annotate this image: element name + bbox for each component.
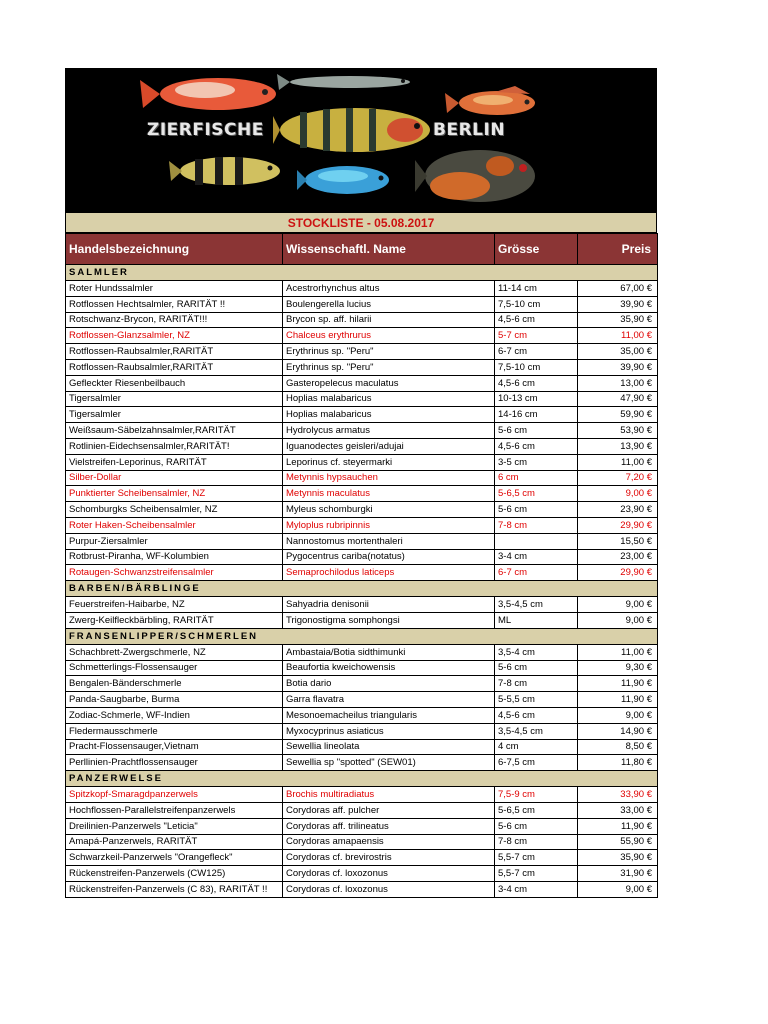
cell-scientific: Leporinus cf. steyermarki xyxy=(283,454,495,470)
cell-price: 29,90 € xyxy=(578,565,658,581)
table-row xyxy=(66,517,658,533)
cell-size: 5-6 cm xyxy=(495,423,578,439)
table-row xyxy=(66,676,658,692)
cell-price: 29,90 € xyxy=(578,517,658,533)
category-row xyxy=(66,581,658,597)
cell-price: 39,90 € xyxy=(578,359,658,375)
cell-scientific: Myxocyprinus asiaticus xyxy=(283,723,495,739)
table-row xyxy=(66,612,658,628)
cell-price: 23,00 € xyxy=(578,549,658,565)
table-row xyxy=(66,423,658,439)
table-row xyxy=(66,312,658,328)
cell-size: 3-5 cm xyxy=(495,454,578,470)
cell-price: 14,90 € xyxy=(578,723,658,739)
fish-illustrations xyxy=(65,68,657,213)
stocklist-title: STOCKLISTE - 05.08.2017 xyxy=(65,213,657,233)
category-row xyxy=(66,265,658,281)
cell-size: 5,5-7 cm xyxy=(495,850,578,866)
fish-icon xyxy=(297,166,389,194)
cell-price: 35,90 € xyxy=(578,312,658,328)
table-row xyxy=(66,375,658,391)
table-row xyxy=(66,296,658,312)
cell-size: 5-5,5 cm xyxy=(495,692,578,708)
cell-price: 13,90 € xyxy=(578,438,658,454)
table-row xyxy=(66,881,658,897)
cell-price: 39,90 € xyxy=(578,296,658,312)
cell-size: 3,5-4,5 cm xyxy=(495,723,578,739)
cell-name: Tigersalmler xyxy=(66,391,283,407)
cell-size: 10-13 cm xyxy=(495,391,578,407)
cell-name: Schachbrett-Zwergschmerle, NZ xyxy=(66,644,283,660)
cell-size: 14-16 cm xyxy=(495,407,578,423)
table-header-row xyxy=(66,234,658,265)
cell-price: 9,00 € xyxy=(578,597,658,613)
cell-size: 4,5-6 cm xyxy=(495,312,578,328)
table-row xyxy=(66,407,658,423)
cell-price: 15,50 € xyxy=(578,533,658,549)
cell-scientific: Trigonostigma somphongsi xyxy=(283,612,495,628)
cell-scientific: Metynnis maculatus xyxy=(283,486,495,502)
cell-price: 35,00 € xyxy=(578,344,658,360)
cell-size: ML xyxy=(495,612,578,628)
cell-size: 6-7,5 cm xyxy=(495,755,578,771)
cell-size: 6-7 cm xyxy=(495,565,578,581)
cell-size: 5-6,5 cm xyxy=(495,802,578,818)
fish-icon xyxy=(415,150,535,202)
cell-name: Punktierter Scheibensalmler, NZ xyxy=(66,486,283,502)
cell-price: 55,90 € xyxy=(578,834,658,850)
cell-scientific: Sahyadria denisonii xyxy=(283,597,495,613)
cell-name: Bengalen-Bänderschmerle xyxy=(66,676,283,692)
cell-size: 7-8 cm xyxy=(495,676,578,692)
cell-scientific: Acestrorhynchus altus xyxy=(283,281,495,297)
cell-size: 5-7 cm xyxy=(495,328,578,344)
table-row xyxy=(66,818,658,834)
cell-size: 3,5-4,5 cm xyxy=(495,597,578,613)
table-row xyxy=(66,549,658,565)
cell-price: 59,90 € xyxy=(578,407,658,423)
cell-scientific: Pygocentrus cariba(notatus) xyxy=(283,549,495,565)
table-row xyxy=(66,644,658,660)
cell-size: 4,5-6 cm xyxy=(495,438,578,454)
cell-scientific: Semaprochilodus laticeps xyxy=(283,565,495,581)
cell-size: 7,5-10 cm xyxy=(495,359,578,375)
cell-size: 5-6 cm xyxy=(495,660,578,676)
category-label: FRANSENLIPPER/SCHMERLEN xyxy=(66,628,658,644)
cell-size: 6 cm xyxy=(495,470,578,486)
cell-scientific: Botia dario xyxy=(283,676,495,692)
cell-name: Schwarzkeil-Panzerwels "Orangefleck" xyxy=(66,850,283,866)
cell-name: Rotaugen-Schwanzstreifensalmler xyxy=(66,565,283,581)
fish-icon xyxy=(140,78,276,110)
cell-price: 33,00 € xyxy=(578,802,658,818)
cell-size: 4,5-6 cm xyxy=(495,707,578,723)
table-row xyxy=(66,802,658,818)
cell-name: Rotflossen-Glanzsalmler, NZ xyxy=(66,328,283,344)
stock-table xyxy=(65,233,658,898)
cell-scientific: Garra flavatra xyxy=(283,692,495,708)
cell-scientific: Hoplias malabaricus xyxy=(283,391,495,407)
fish-icon xyxy=(273,108,430,152)
cell-scientific: Sewellia lineolata xyxy=(283,739,495,755)
table-row xyxy=(66,755,658,771)
cell-name: Rotflossen Hechtsalmler, RARITÄT !! xyxy=(66,296,283,312)
cell-name: Roter Hundssalmler xyxy=(66,281,283,297)
cell-size: 7-8 cm xyxy=(495,834,578,850)
cell-size: 7,5-10 cm xyxy=(495,296,578,312)
cell-scientific: Erythrinus sp. "Peru" xyxy=(283,344,495,360)
cell-scientific: Metynnis hypsauchen xyxy=(283,470,495,486)
table-row xyxy=(66,502,658,518)
cell-size: 7,5-9 cm xyxy=(495,787,578,803)
table-row xyxy=(66,470,658,486)
cell-name: Pracht-Flossensauger,Vietnam xyxy=(66,739,283,755)
cell-name: Weißsaum-Säbelzahnsalmler,RARITÄT xyxy=(66,423,283,439)
cell-size: 4,5-6 cm xyxy=(495,375,578,391)
table-row xyxy=(66,281,658,297)
cell-size: 5-6,5 cm xyxy=(495,486,578,502)
cell-price: 13,00 € xyxy=(578,375,658,391)
cell-name: Rotflossen-Raubsalmler,RARITÄT xyxy=(66,344,283,360)
cell-name: Feuerstreifen-Haibarbe, NZ xyxy=(66,597,283,613)
cell-price: 11,00 € xyxy=(578,644,658,660)
cell-size: 5-6 cm xyxy=(495,502,578,518)
cell-size: 5,5-7 cm xyxy=(495,866,578,882)
table-row xyxy=(66,834,658,850)
cell-price: 31,90 € xyxy=(578,866,658,882)
category-row xyxy=(66,628,658,644)
cell-price: 8,50 € xyxy=(578,739,658,755)
cell-size xyxy=(495,533,578,549)
header-size: Grösse xyxy=(495,234,578,265)
table-row xyxy=(66,660,658,676)
cell-size: 7-8 cm xyxy=(495,517,578,533)
cell-name: Silber-Dollar xyxy=(66,470,283,486)
cell-scientific: Iguanodectes geisleri/adujai xyxy=(283,438,495,454)
cell-price: 67,00 € xyxy=(578,281,658,297)
header-scientific: Wissenschaftl. Name xyxy=(283,234,495,265)
table-row xyxy=(66,565,658,581)
cell-name: Rückenstreifen-Panzerwels (C 83), RARITÄT !! xyxy=(66,881,283,897)
cell-size: 11-14 cm xyxy=(495,281,578,297)
price-list-sheet xyxy=(65,68,657,898)
table-row xyxy=(66,739,658,755)
table-row xyxy=(66,391,658,407)
brand-name-left: ZIERFISCHE xyxy=(147,120,264,140)
cell-scientific: Myloplus rubripinnis xyxy=(283,517,495,533)
cell-price: 9,30 € xyxy=(578,660,658,676)
cell-price: 7,20 € xyxy=(578,470,658,486)
cell-name: Hochflossen-Parallelstreifenpanzerwels xyxy=(66,802,283,818)
cell-name: Purpur-Ziersalmler xyxy=(66,533,283,549)
table-row xyxy=(66,533,658,549)
table-row xyxy=(66,438,658,454)
cell-price: 9,00 € xyxy=(578,612,658,628)
cell-scientific: Brochis multiradiatus xyxy=(283,787,495,803)
cell-scientific: Corydoras cf. brevirostris xyxy=(283,850,495,866)
cell-scientific: Corydoras cf. loxozonus xyxy=(283,881,495,897)
cell-name: Roter Haken-Scheibensalmler xyxy=(66,517,283,533)
table-row xyxy=(66,787,658,803)
cell-size: 3,5-4 cm xyxy=(495,644,578,660)
cell-scientific: Gasteropelecus maculatus xyxy=(283,375,495,391)
cell-size: 6-7 cm xyxy=(495,344,578,360)
table-row xyxy=(66,707,658,723)
cell-scientific: Hydrolycus armatus xyxy=(283,423,495,439)
cell-scientific: Mesonoemacheilus triangularis xyxy=(283,707,495,723)
cell-price: 9,00 € xyxy=(578,881,658,897)
cell-price: 11,80 € xyxy=(578,755,658,771)
table-row xyxy=(66,850,658,866)
cell-name: Amapá-Panzerwels, RARITÄT xyxy=(66,834,283,850)
brand-name-right: BERLIN xyxy=(433,120,506,140)
cell-scientific: Corydoras aff. pulcher xyxy=(283,802,495,818)
cell-scientific: Chalceus erythrurus xyxy=(283,328,495,344)
category-label: SALMLER xyxy=(66,265,658,281)
fish-icon xyxy=(277,74,410,90)
cell-name: Spitzkopf-Smaragdpanzerwels xyxy=(66,787,283,803)
table-row xyxy=(66,597,658,613)
cell-size: 5-6 cm xyxy=(495,818,578,834)
table-row xyxy=(66,454,658,470)
cell-scientific: Brycon sp. aff. hilarii xyxy=(283,312,495,328)
table-row xyxy=(66,486,658,502)
table-row xyxy=(66,328,658,344)
cell-scientific: Corydoras cf. loxozonus xyxy=(283,866,495,882)
cell-scientific: Myleus schomburgki xyxy=(283,502,495,518)
cell-price: 11,90 € xyxy=(578,676,658,692)
cell-name: Perllinien-Prachtflossensauger xyxy=(66,755,283,771)
table-row xyxy=(66,723,658,739)
table-row xyxy=(66,344,658,360)
cell-price: 9,00 € xyxy=(578,486,658,502)
cell-name: Rotbrust-Piranha, WF-Kolumbien xyxy=(66,549,283,565)
cell-scientific: Ambastaia/Botia sidthimunki xyxy=(283,644,495,660)
cell-scientific: Nannostomus mortenthaleri xyxy=(283,533,495,549)
cell-size: 3-4 cm xyxy=(495,549,578,565)
table-row xyxy=(66,692,658,708)
cell-scientific: Hoplias malabaricus xyxy=(283,407,495,423)
cell-name: Tigersalmler xyxy=(66,407,283,423)
cell-name: Panda-Saugbarbe, Burma xyxy=(66,692,283,708)
cell-name: Schmetterlings-Flossensauger xyxy=(66,660,283,676)
table-row xyxy=(66,866,658,882)
cell-price: 11,90 € xyxy=(578,692,658,708)
cell-name: Dreilinien-Panzerwels "Leticia" xyxy=(66,818,283,834)
cell-price: 9,00 € xyxy=(578,707,658,723)
cell-price: 11,00 € xyxy=(578,328,658,344)
cell-name: Vielstreifen-Leporinus, RARITÄT xyxy=(66,454,283,470)
cell-name: Rückenstreifen-Panzerwels (CW125) xyxy=(66,866,283,882)
cell-name: Gefleckter Riesenbeilbauch xyxy=(66,375,283,391)
cell-scientific: Corydoras amapaensis xyxy=(283,834,495,850)
cell-size: 3-4 cm xyxy=(495,881,578,897)
shop-banner xyxy=(65,68,657,213)
cell-price: 47,90 € xyxy=(578,391,658,407)
table-body xyxy=(66,265,658,898)
cell-price: 11,90 € xyxy=(578,818,658,834)
cell-name: Rotflossen-Raubsalmler,RARITÄT xyxy=(66,359,283,375)
category-label: PANZERWELSE xyxy=(66,771,658,787)
cell-name: Fledermausschmerle xyxy=(66,723,283,739)
cell-price: 53,90 € xyxy=(578,423,658,439)
cell-scientific: Corydoras aff. trilineatus xyxy=(283,818,495,834)
category-label: BARBEN/BÄRBLINGE xyxy=(66,581,658,597)
cell-price: 11,00 € xyxy=(578,454,658,470)
cell-scientific: Erythrinus sp. "Peru" xyxy=(283,359,495,375)
cell-scientific: Boulengerella lucius xyxy=(283,296,495,312)
cell-price: 33,90 € xyxy=(578,787,658,803)
header-price: Preis xyxy=(578,234,658,265)
fish-icon xyxy=(169,157,280,185)
cell-name: Schomburgks Scheibensalmler, NZ xyxy=(66,502,283,518)
cell-name: Rotschwanz-Brycon, RARITÄT!!! xyxy=(66,312,283,328)
fish-icon xyxy=(445,86,535,115)
cell-name: Rotlinien-Eidechsensalmler,RARITÄT! xyxy=(66,438,283,454)
cell-price: 35,90 € xyxy=(578,850,658,866)
cell-scientific: Sewellia sp "spotted" (SEW01) xyxy=(283,755,495,771)
header-name: Handelsbezeichnung xyxy=(66,234,283,265)
category-row xyxy=(66,771,658,787)
cell-name: Zwerg-Keilfleckbärbling, RARITÄT xyxy=(66,612,283,628)
cell-scientific: Beaufortia kweichowensis xyxy=(283,660,495,676)
table-row xyxy=(66,359,658,375)
cell-name: Zodiac-Schmerle, WF-Indien xyxy=(66,707,283,723)
cell-size: 4 cm xyxy=(495,739,578,755)
cell-price: 23,90 € xyxy=(578,502,658,518)
